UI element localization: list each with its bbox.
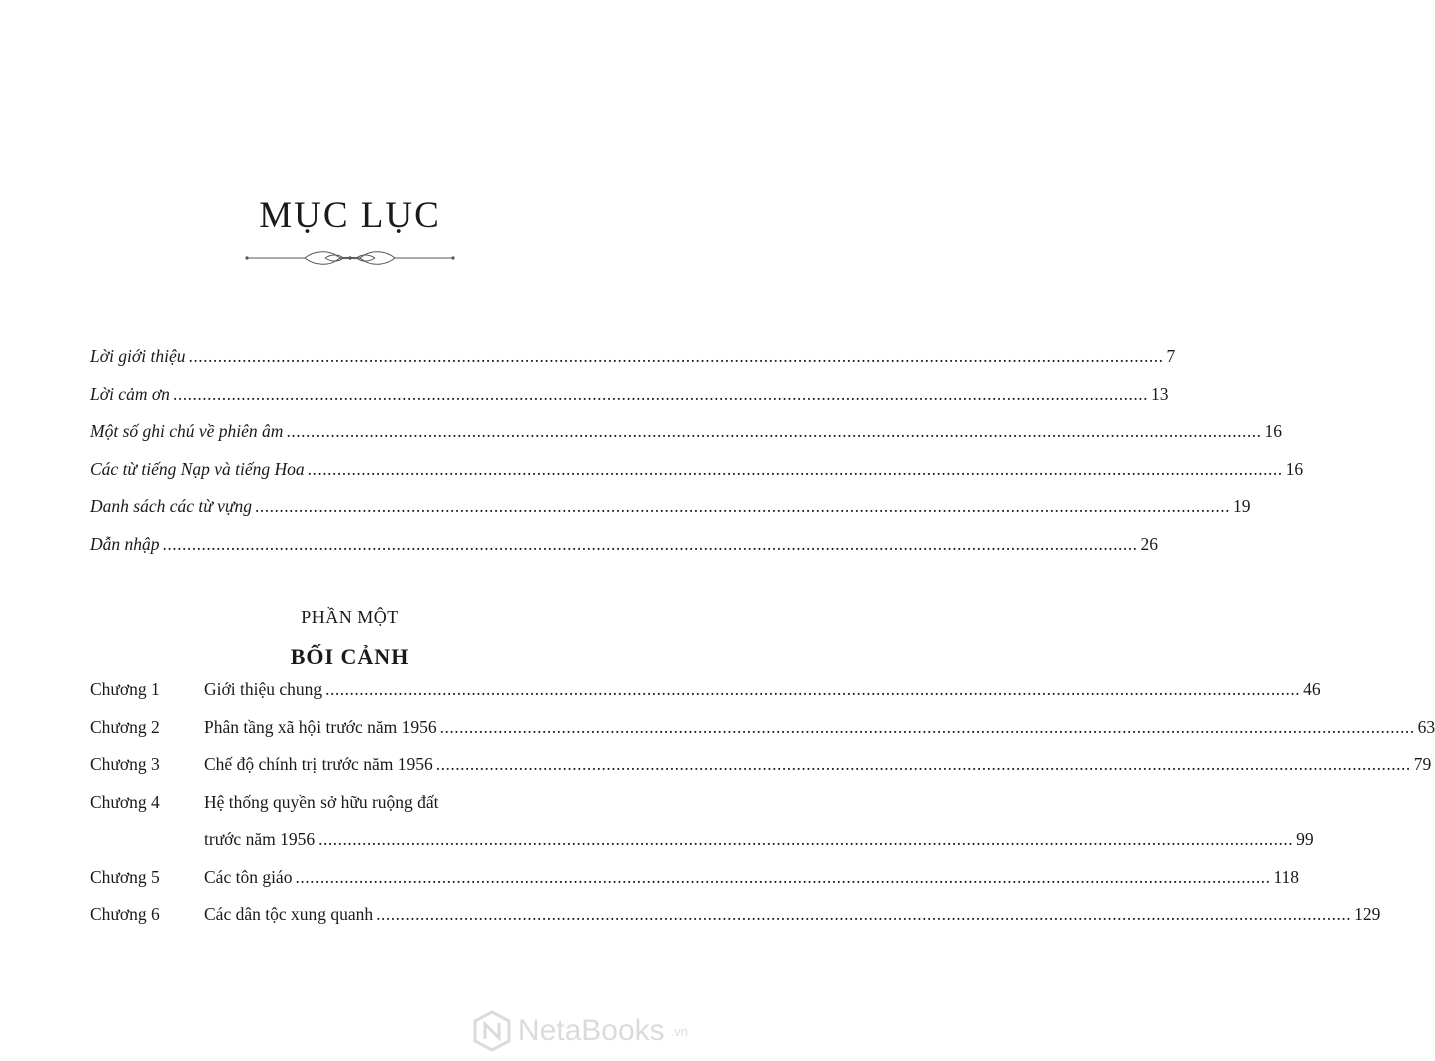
watermark-brand: NetaBooks (517, 1014, 665, 1047)
dot-leader (436, 754, 1411, 775)
chapter-label: Chương 1 (90, 679, 160, 699)
dot-leader (163, 534, 1138, 555)
watermark-suffix: .vn (670, 1023, 688, 1039)
chapter-page: 99 (1296, 829, 1314, 849)
chapter-title: Chế độ chính trị trước năm 1956 (204, 754, 433, 774)
chapter-page: 63 (1417, 716, 1435, 737)
netabooks-logo-icon (472, 1010, 512, 1052)
chapter-page: 118 (1273, 866, 1300, 887)
chapter-page: 79 (1413, 754, 1432, 774)
chapter-title: Các tôn giáo (204, 866, 293, 887)
toc-entry-page: 16 (1285, 458, 1304, 479)
dot-leader (173, 384, 1148, 405)
toc-entry-page: 7 (1166, 346, 1176, 366)
toc-entry-page: 13 (1150, 383, 1169, 404)
dot-leader (286, 421, 1261, 442)
chapter-label: Chương 2 (90, 716, 160, 737)
chapter-label: Chương 3 (90, 754, 160, 774)
toc-entry-title: Dẫn nhập (90, 533, 160, 554)
toc-entry[interactable] (90, 346, 1176, 384)
chapter-page: 46 (1303, 679, 1321, 699)
chapter-title: Các dân tộc xung quanh (204, 904, 374, 924)
dot-leader (318, 829, 1293, 850)
toc-entry-title: Một số ghi chú về phiên âm (90, 421, 284, 441)
chapter-entry[interactable] (90, 791, 1314, 867)
chapter-title: Hệ thống quyền sở hữu ruộng đất (204, 791, 439, 812)
page-title: MỤC LỤC (259, 195, 441, 236)
toc-entry-title: Lời cảm ơn (90, 383, 170, 404)
toc-entry[interactable] (90, 533, 1159, 572)
watermark (472, 1009, 688, 1053)
chapter-entry[interactable] (90, 679, 1321, 717)
chapter-entry[interactable] (90, 866, 1300, 905)
dot-leader (255, 496, 1230, 517)
chapter-page: 129 (1354, 904, 1381, 924)
chapter-title: Giới thiệu chung (204, 679, 323, 699)
part-label: PHẦN MỘT (301, 607, 399, 627)
dot-leader (295, 867, 1270, 888)
dot-leader (308, 459, 1283, 480)
toc-entry-page: 16 (1264, 421, 1282, 441)
chapter-list (90, 679, 1435, 942)
toc-entry-title: Lời giới thiệu (90, 346, 186, 366)
chapter-title: Phân tầng xã hội trước năm 1956 (204, 716, 437, 737)
toc-entry[interactable] (90, 458, 1304, 497)
toc-entry[interactable] (90, 496, 1251, 534)
dot-leader (325, 679, 1300, 700)
chapter-entry[interactable] (90, 716, 1435, 755)
toc-entry[interactable] (90, 421, 1282, 459)
chapter-label: Chương 4 (90, 791, 160, 812)
front-matter-list (90, 346, 1304, 571)
chapter-label: Chương 6 (90, 904, 160, 924)
dot-leader (376, 904, 1351, 925)
toc-entry[interactable] (90, 383, 1169, 422)
toc-entry-page: 26 (1140, 533, 1159, 554)
toc-entry-page: 19 (1232, 496, 1251, 516)
part-title: BỐI CẢNH (290, 644, 410, 669)
dot-leader (189, 346, 1164, 367)
toc-entry-title: Các từ tiếng Nạp và tiếng Hoa (90, 458, 305, 479)
chapter-entry[interactable] (90, 904, 1381, 942)
chapter-entry[interactable] (90, 754, 1432, 792)
toc-entry-title: Danh sách các từ vựng (90, 496, 252, 516)
flourish-divider-icon (245, 246, 455, 270)
dot-leader (440, 717, 1415, 738)
chapter-title-continued: trước năm 1956 (204, 829, 316, 849)
chapter-label: Chương 5 (90, 866, 160, 887)
